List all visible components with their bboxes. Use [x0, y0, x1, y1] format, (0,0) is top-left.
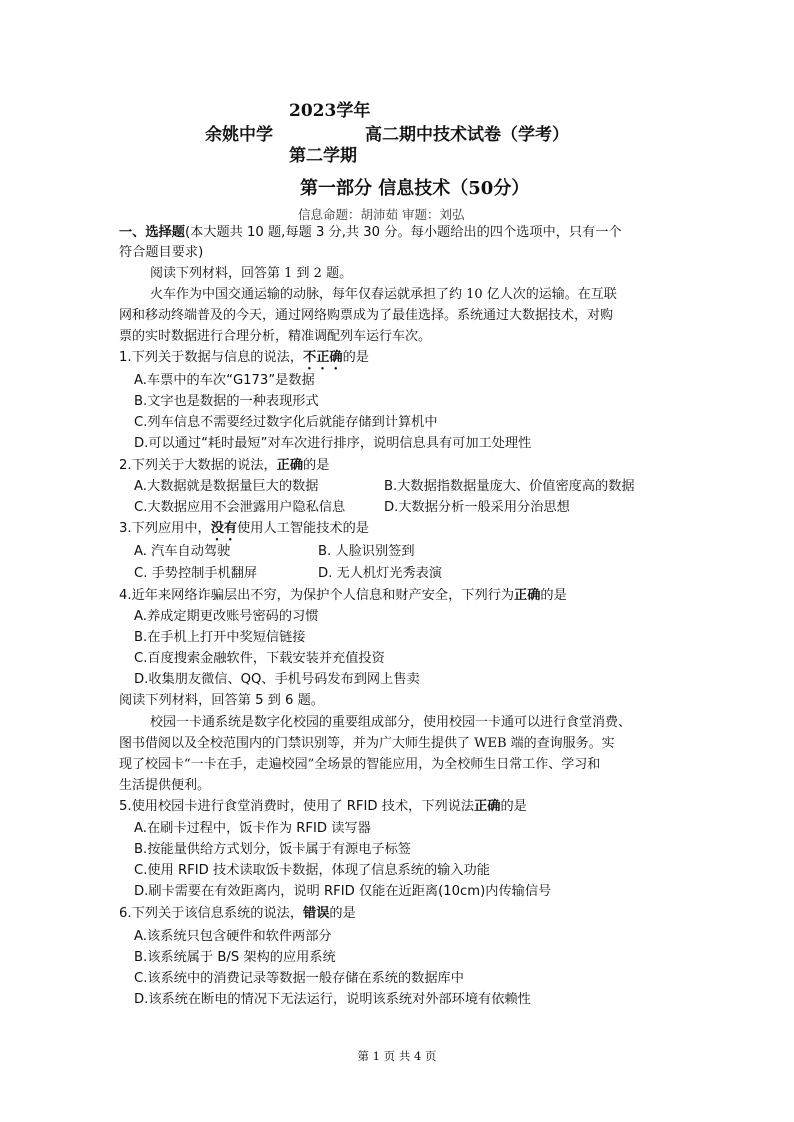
q4-stem-key: 正确: [514, 588, 541, 603]
exam-title: 高二期中技术试卷（学考）: [365, 125, 569, 145]
q6-stem-post: 的是: [329, 906, 356, 921]
q3-option-d: D. 无人机灯光秀表演: [318, 566, 443, 581]
section-description-2: 符合题目要求): [119, 245, 204, 260]
q2-stem-post: 的是: [303, 458, 330, 473]
authors-line: 信息命题：胡沛茹 审题：刘弘: [298, 207, 465, 222]
q1-option-d: D.可以通过“耗时最短”对车次进行排序，说明信息具有可加工处理性: [134, 436, 532, 451]
q2-stem-pre: 2.下列关于大数据的说法，: [119, 458, 277, 473]
q2-option-c: C.大数据应用不会泄露用户隐私信息: [134, 500, 346, 515]
section-description-1: (本大题共 10 题,每题 3 分,共 30 分。每小题给出的四个选项中，只有一个: [184, 225, 622, 240]
part-title: 第一部分 信息技术（50分）: [300, 178, 530, 199]
q2-option-a: A.大数据就是数据量巨大的数据: [134, 479, 319, 494]
q1-option-b: B.文字也是数据的一种表现形式: [134, 394, 319, 409]
q5-option-c: C.使用 RFID 技术读取饭卡数据，体现了信息系统的输入功能: [134, 863, 490, 878]
q5-stem-key: 正确: [474, 799, 501, 814]
material1-para-line3: 票的实时数据进行合理分析，精准调配列车运行车次。: [119, 329, 432, 344]
material1-para-line1: 火车作为中国交通运输的动脉，每年仅春运就承担了约 10 亿人次的运输。在互联: [150, 287, 617, 302]
question-5-stem: [119, 798, 527, 816]
q3-option-a: A. 汽车自动驾驶: [134, 544, 231, 559]
q3-option-b: B. 人脸识别签到: [318, 544, 415, 559]
page-footer: 第 1 页 共 4 页: [357, 1049, 437, 1063]
question-3-stem: [119, 520, 369, 544]
material2-para-line3: 现了校园卡“一卡在手，走遍校园”全场景的智能应用，为全校师生日常工作、学习和: [119, 757, 601, 772]
question-1-stem: [119, 349, 369, 373]
q6-stem-key: 错误: [303, 906, 330, 921]
q4-option-d: D.收集朋友微信、QQ、手机号码发布到网上售卖: [134, 672, 420, 687]
q5-option-a: A.在刷卡过程中，饭卡作为 RFID 读写器: [134, 821, 371, 836]
school-name: 余姚中学: [205, 125, 273, 145]
q1-option-a: A.车票中的车次“G173”是数据: [134, 373, 315, 388]
material1-para-line2: 网和移动终端普及的今天，通过网络购票成为了最佳选择。系统通过大数据技术，对购: [119, 308, 614, 323]
q5-option-b: B.按能量供给方式划分，饭卡属于有源电子标签: [134, 842, 411, 857]
q6-option-b: B.该系统属于 B/S 架构的应用系统: [134, 950, 336, 965]
q2-option-b: B.大数据指数据量庞大、价值密度高的数据: [384, 479, 635, 494]
q4-stem-pre: 4.近年来网络诈骗层出不穷，为保护个人信息和财产安全，下列行为: [119, 588, 515, 603]
question-2-stem: [119, 457, 329, 475]
q6-option-c: C.该系统中的消费记录等数据一般存储在系统的数据库中: [134, 971, 464, 986]
question-4-stem: [119, 587, 567, 605]
q3-stem-post: 使用人工智能技术的是: [237, 521, 369, 536]
q3-stem-key: 没有: [210, 521, 238, 536]
q4-option-a: A.养成定期更改账号密码的习惯: [134, 609, 319, 624]
q5-option-d: D.刷卡需要在有效距离内，说明 RFID 仅能在近距离(10cm)内传输信号: [134, 884, 552, 899]
q2-option-d: D.大数据分析一般采用分治思想: [384, 500, 570, 515]
section-heading: 一、选择题: [119, 225, 185, 240]
q6-option-d: D.该系统在断电的情况下无法运行，说明该系统对外部环境有依赖性: [134, 992, 531, 1007]
q1-option-c: C.列车信息不需要经过数字化后就能存储到计算机中: [134, 415, 438, 430]
material2-para-line4: 生活提供便利。: [119, 778, 211, 793]
q3-option-c: C. 手势控制手机翻屏: [134, 566, 258, 581]
section-heading-line: [119, 224, 622, 242]
q6-option-a: A.该系统只包含硬件和软件两部分: [134, 929, 332, 944]
material2-para-line1: 校园一卡通系统是数字化校园的重要组成部分，使用校园一卡通可以进行食堂消费、: [150, 715, 632, 730]
semester: 第二学期: [289, 146, 357, 166]
q1-stem-key: 不正确: [303, 350, 343, 365]
q4-option-b: B.在手机上打开中奖短信链接: [134, 630, 306, 645]
q4-stem-post: 的是: [540, 588, 567, 603]
material1-intro: 阅读下列材料，回答第 1 到 2 题。: [150, 266, 353, 281]
question-6-stem: [119, 905, 356, 923]
school-year: 2023学年: [289, 101, 371, 121]
q5-stem-post: 的是: [500, 799, 527, 814]
q5-stem-pre: 5.使用校园卡进行食堂消费时，使用了 RFID 技术，下列说法: [119, 799, 475, 814]
material2-intro: 阅读下列材料，回答第 5 到 6 题。: [119, 693, 324, 708]
q4-option-c: C.百度搜索金融软件，下载安装并充值投资: [134, 651, 385, 666]
q6-stem-pre: 6.下列关于该信息系统的说法，: [119, 906, 304, 921]
q2-stem-key: 正确: [276, 458, 304, 473]
q1-stem-pre: 1.下列关于数据与信息的说法，: [119, 350, 304, 365]
q1-stem-post: 的是: [342, 350, 369, 365]
q3-stem-pre: 3.下列应用中，: [119, 521, 211, 536]
material2-para-line2: 图书借阅以及全校范围内的门禁识别等，并为广大师生提供了 WEB 端的查询服务。实: [119, 736, 615, 751]
